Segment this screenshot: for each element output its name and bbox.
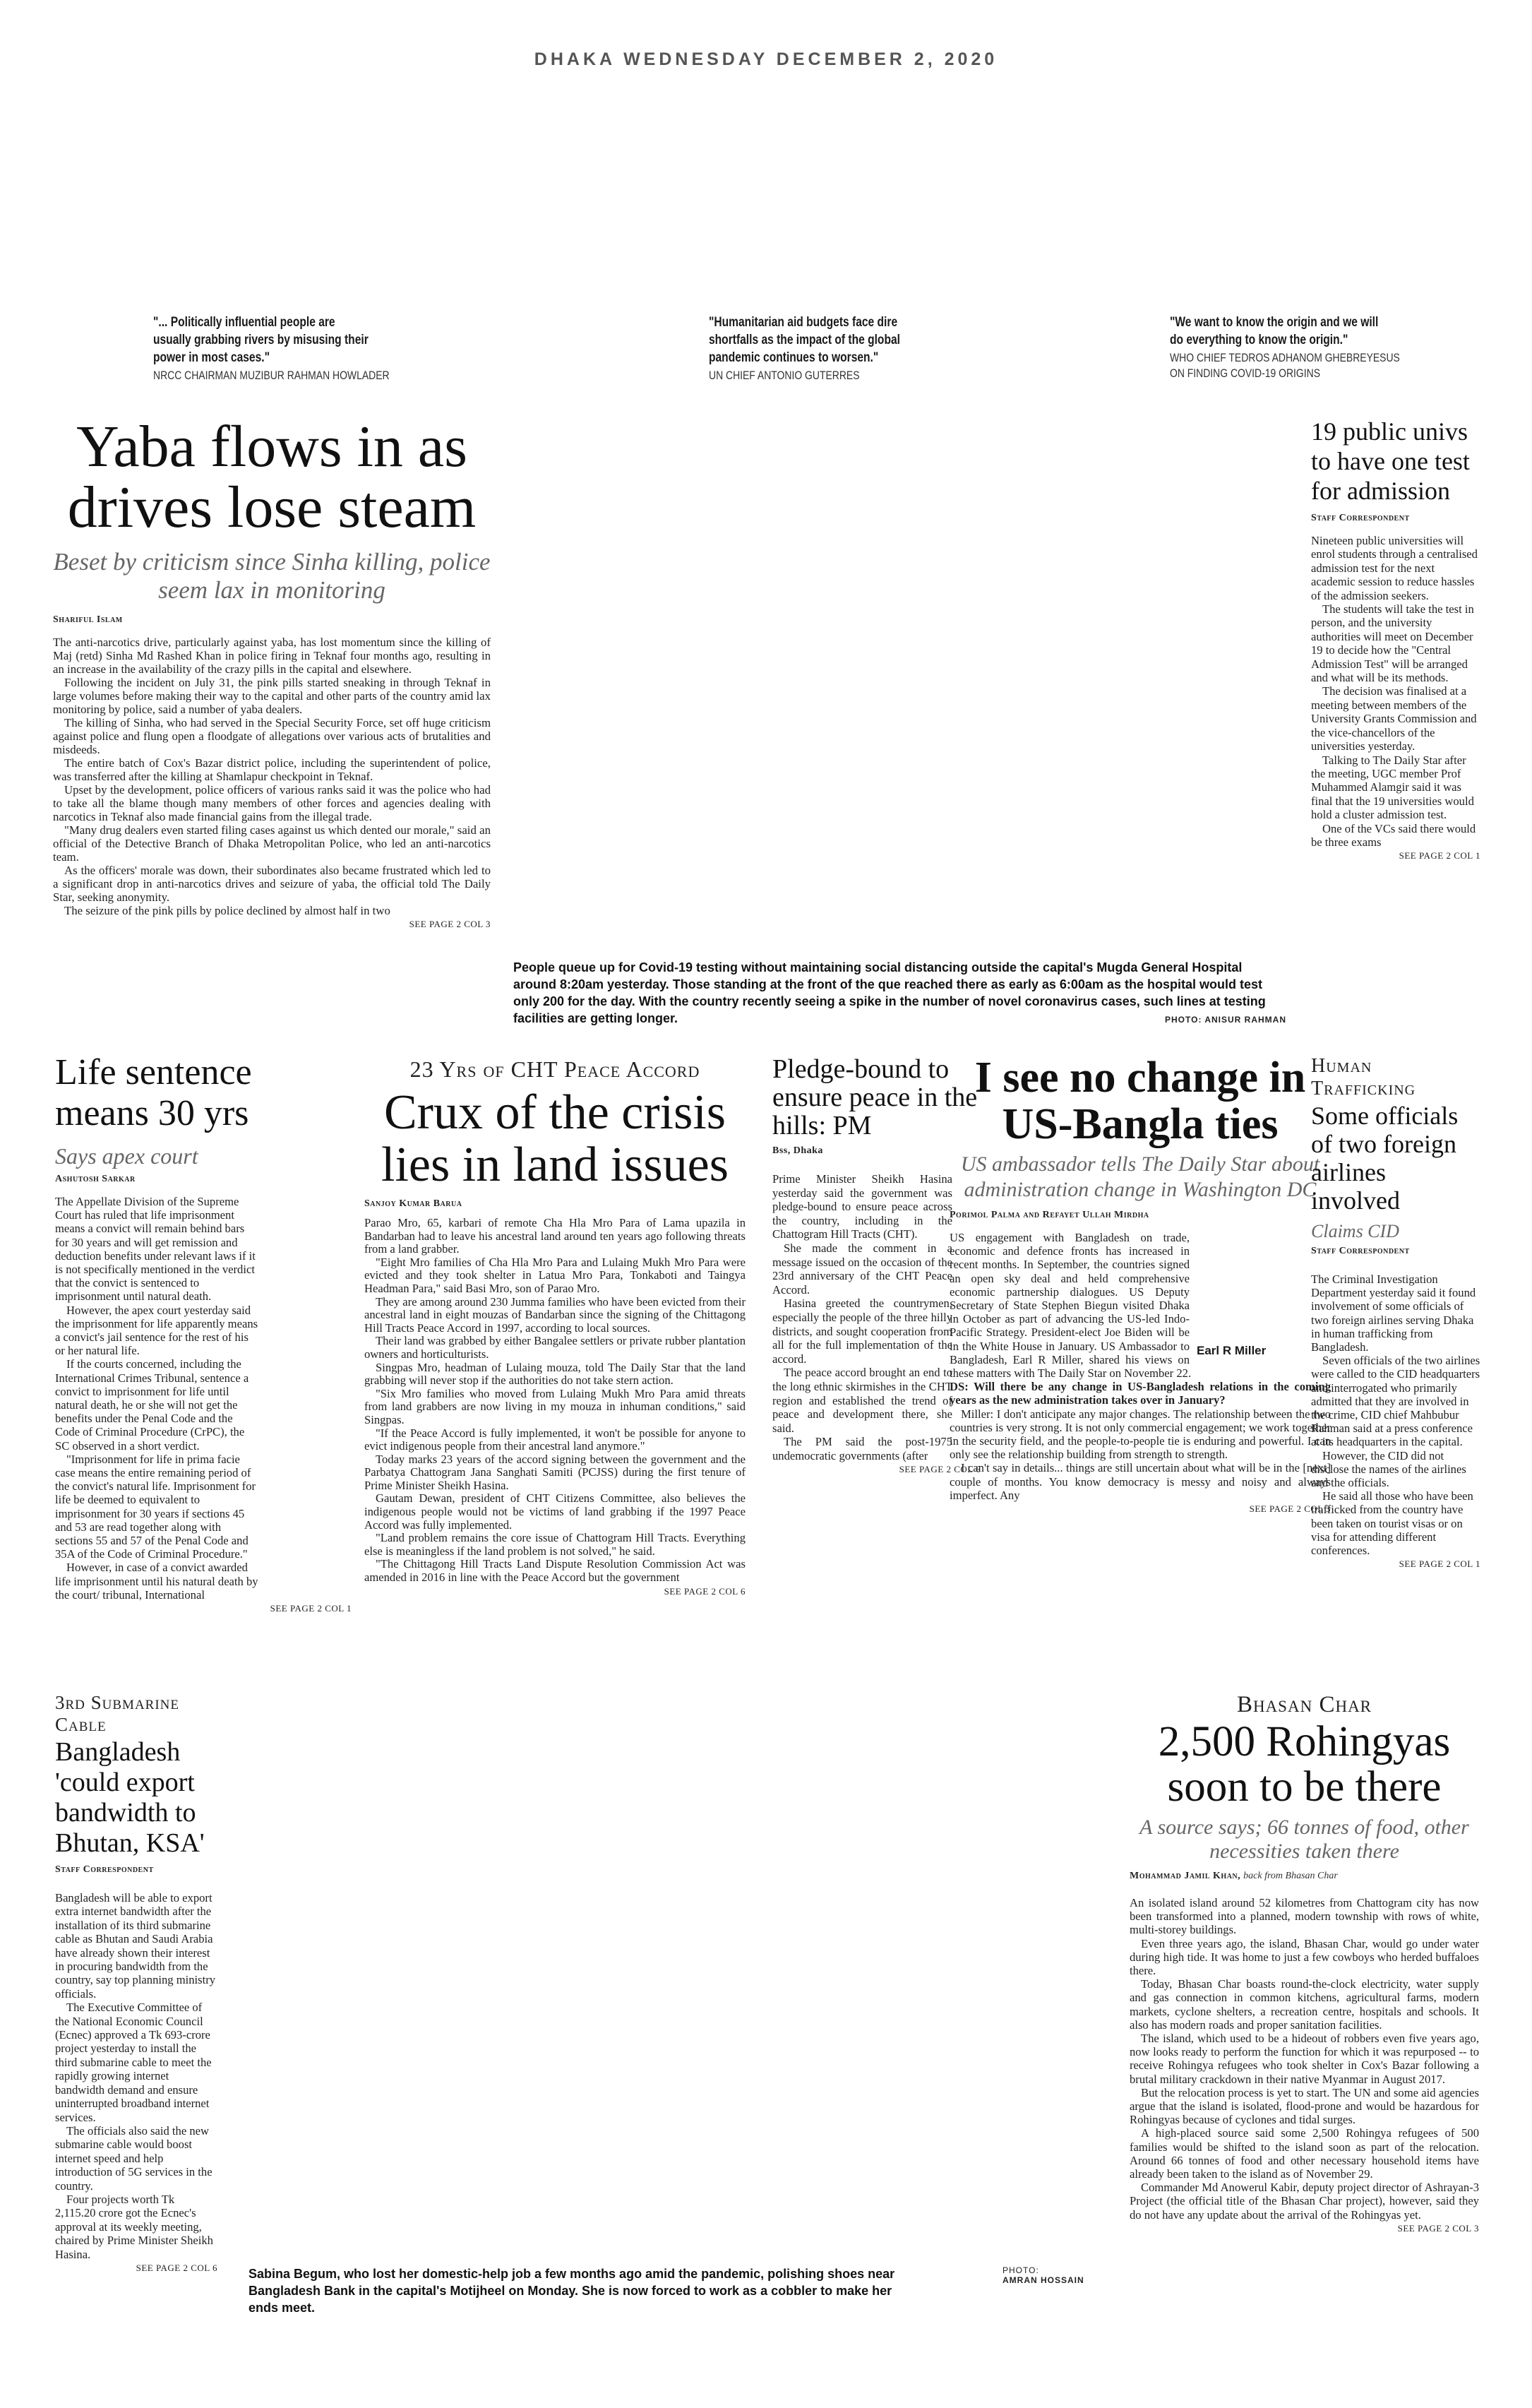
bhasan-kicker: Bhasan Char (1236, 1692, 1372, 1717)
yaba-headline: Yaba flows in as drives lose steam (67, 414, 477, 540)
quote-3 (1170, 314, 1466, 381)
paragraph: The Executive Committee of the National Economic Council (Ecnec) approved a Tk 693-crore project yesterday to install the third submarine cable to meet the rapidly growing internet bandwidth demand and ensure uninterrupted broadband internet services. (55, 2001, 212, 2124)
life-body (55, 1195, 260, 1602)
paragraph: "Land problem remains the core issue of Chattogram Hill Tracts. Everything else is meaningless if the land problem is not solved," he said. (364, 1531, 746, 1558)
cable-story (55, 1692, 225, 2274)
cht-headline: Crux of the crisis lies in land issues (381, 1085, 729, 1192)
paragraph: However, the apex court yesterday said the imprisonment for life apparently means a convict's jail sentence for the rest of his or her natural life. (55, 1303, 258, 1358)
quote-text: "We want to know the origin and we will do everything to know the origin." (1170, 315, 1379, 347)
cht-byline: Sanjoy Kumar Barua (364, 1198, 462, 1209)
yaba-byline: Shariful Islam (53, 614, 123, 625)
quote-attribution: NRCC CHAIRMAN MUZIBUR RAHMAN HOWLADER (153, 369, 390, 382)
dateline: DHAKA WEDNESDAY DECEMBER 2, 2020 (534, 49, 998, 69)
paragraph: As the officers' morale was down, their subordinates also became frustrated which led to a significant drop in anti-narcotics drives and seizure of yaba, the official told The Daily Star, seeking anonymity. (53, 864, 491, 904)
bhasan-story (1130, 1692, 1479, 2234)
paragraph: The decision was finalised at a meeting between members of the University Grants Commission and the vice-chancellors of the universities yesterday. (1311, 684, 1477, 753)
paragraph: Parao Mro, 65, karbari of remote Cha Hla Mro Para of Lama upazila in Bandarban had to leave his ancestral land around ten years ago following threats from a land grabber. (364, 1216, 746, 1256)
life-story (55, 1052, 352, 1614)
paragraph: "If the Peace Accord is fully implemented, it won't be possible for anyone to evict indigenous people from their ancestral land anymore." (364, 1426, 746, 1453)
paragraph: The killing of Sinha, who had served in the Special Security Force, set off huge criticism against police and flung open a floodgate of allegations over various acts of brutalities and misdeeds. (53, 716, 491, 756)
paragraph: The officials also said the new submarine cable would boost internet speed and help introduction of 5G services in the country. (55, 2123, 213, 2193)
paragraph: She made the comment in a message issued on the occasion of the 23rd anniversary of the CHT Peace Accord. (772, 1241, 952, 1297)
cable-headline: Bangladesh 'could export bandwidth to Bhutan, KSA' (55, 1737, 205, 1858)
quote-1 (153, 314, 450, 383)
cobbler-photo-credit (1003, 2265, 1115, 2285)
paragraph: However, in case of a convict awarded life imprisonment until his natural death by the court/ tribunal, International (55, 1561, 258, 1602)
paragraph: The PM said the post-1975 undemocratic governments (after (772, 1435, 952, 1462)
paragraph: Gautam Dewan, president of CHT Citizens Committee, also believes the indigenous people would not be victims of land grabbing if the 1997 Peace Accord was fully implemented. (364, 1491, 746, 1532)
paragraph: An isolated island around 52 kilometres from Chattogram city has now been transformed into a planned, modern township with rows of white, multi-storey buildings. (1130, 1896, 1479, 1937)
paragraph: US engagement with Bangladesh on trade, economic and defence fronts has increased in recent months. In September, the countries signed an open sky deal and held comprehensive economic partnership dialogues. US Deputy Secretary of State Stephen Biegun visited Dhaka in October as part of advancing the US-led Indo-Pacific Strategy. President-elect Joe Biden will be in the White House in January. US Ambassador to Bangladesh, Earl R Miller, shared his views on these matters with The Daily Star on November 22. (950, 1231, 1192, 1381)
usbangla-headline: I see no change in US-Bangla ties (974, 1054, 1306, 1148)
paragraph: Upset by the development, police officers of various ranks said it was the police who had to take all the blame though many members of other forces and agencies dealing with narcotics in Teknaf also made financial gains from the illegal trade. (53, 783, 491, 823)
paragraph: "Six Mro families who moved from Lulaing Mukh Mro Para amid threats from land grabbers are now living in my mouza in inhuman conditions," said Singpas. (364, 1386, 746, 1426)
cht-kicker: 23 Yrs of CHT Peace Accord (409, 1056, 700, 1082)
paragraph: Today, Bhasan Char boasts round-the-clock electricity, water supply and gas connection in common kitchens, agricultural farms, modern markets, cyclone shelters, a recreation centre, hospitals and schools. It also has modern roads and proper sanitation facilities. (1130, 1977, 1479, 2032)
cable-kicker: 3rd Submarine Cable (55, 1692, 179, 1735)
paragraph: Even three years ago, the island, Bhasan Char, would go under water during high tide. It was home to just a few cowboys who herded buffaloes there. (1130, 1936, 1479, 1978)
life-see-page[interactable]: SEE PAGE 2 COL 1 (270, 1603, 352, 1614)
yaba-deck: Beset by criticism since Sinha killing, police seem lax in monitoring (53, 548, 491, 604)
paragraph: Commander Md Anowerul Kabir, deputy project director of Ashrayan-3 Project (the official title of the Bhasan Char project), however, said they do not have any update about the arrival of the Rohingyas yet. (1130, 2181, 1479, 2222)
credit-label: PHOTO: (1003, 2265, 1039, 2275)
credit-name: AMRAN HOSSAIN (1003, 2275, 1084, 2285)
paragraph: Seven officials of the two airlines were called to the CID headquarters and interrogated who primarily admitted that they are involved in the crime, CID chief Mahbubur Rahman said at a press conference at its headquarters in the capital. (1311, 1354, 1480, 1449)
pledge-byline: Bss, Dhaka (772, 1145, 823, 1156)
paragraph: One of the VCs said there would be three exams (1311, 821, 1476, 849)
usbangla-story (950, 1054, 1331, 1515)
earl-miller-label: Earl R Miller (1197, 1344, 1267, 1357)
bhasan-see-page[interactable]: SEE PAGE 2 COL 3 (1397, 2222, 1479, 2234)
life-byline: Ashutosh Sarkar (55, 1174, 136, 1184)
cable-byline: Staff Correspondent (55, 1864, 154, 1875)
paragraph: The peace accord brought an end to the long ethnic skirmishes in the CHT region and established the trend of peace and development there, she said. (772, 1366, 952, 1435)
univ-byline: Staff Correspondent (1311, 513, 1410, 523)
paragraph: They are among around 230 Jumma families who have been evicted from their ancestral land in eight mouzas of Bandarban since the signing of the Chittagong Hill Tracts Peace Accord in 1997, according to local sources. (364, 1294, 746, 1335)
paragraph: However, the CID did not disclose the names of the airlines and the officials. (1311, 1448, 1466, 1490)
question: DS: Will there be any change in US-Bangladesh relations in the coming years as the new administration takes over in January? (950, 1380, 1331, 1407)
paragraph: The island, which used to be a hideout of robbers even five years ago, now looks ready to perform the function for which it was repurposed -- to receive Rohingya refugees who took shelter in Cox's Bazar following a brutal military crackdown in their native Myanmar in August 2017. (1130, 2032, 1479, 2086)
trafficking-see-page[interactable]: SEE PAGE 2 COL 1 (1399, 1558, 1480, 1570)
trafficking-kicker: Human Trafficking (1311, 1055, 1416, 1099)
paragraph: Today marks 23 years of the accord signing between the government and the Parbatya Chattogram Jana Sanghati Samiti (PCJSS) during the first tenure of Prime Minister Sheikh Hasina. (364, 1452, 746, 1492)
trafficking-deck: Claims CID (1311, 1221, 1399, 1241)
life-headline: Life sentence means 30 yrs (55, 1052, 252, 1133)
queue-photo-caption: People queue up for Covid-19 testing without maintaining social distancing outside the capital's Mugda General Hospital around 8:20am yesterday. Those standing at the front of the que reached there as early as 6:00am as the hospital would test only 200 for the day. With the country recently seeing a spike in the number of novel coronavirus cases, such lines at testing facilities are getting longer. (513, 960, 1266, 1025)
paragraph: The students will take the test in person, and the university authorities will meet on December 19 to decide how the "Central Admission Test" will be arranged and what will be its methods. (1311, 602, 1474, 685)
paragraph: If the courts concerned, including the International Crimes Tribunal, sentence a convict to imprisonment for life until natural death, he or she will not get the benefits under the Penal Code and the Code of Criminal Procedure (CrPC), the SC observed in a short verdict. (55, 1357, 249, 1453)
paragraph: The anti-narcotics drive, particularly against yaba, has lost momentum since the killing of Maj (retd) Sinha Md Rashed Khan in police firing in Teknaf four months ago, resulting in an increase in the availability of the crazy pills in the capital and elsewhere. (53, 636, 491, 676)
cht-see-page[interactable]: SEE PAGE 2 COL 6 (664, 1585, 746, 1597)
trafficking-body (1311, 1272, 1480, 1557)
univ-body (1311, 534, 1480, 849)
univ-story (1311, 417, 1480, 862)
usbangla-see-page[interactable]: SEE PAGE 2 COL 3 (1249, 1503, 1331, 1515)
paragraph: Bangladesh will be able to export extra internet bandwidth after the installation of its third submarine cable as Bhutan and Saudi Arabia have already shown their interest in procuring bandwidth from the country, say top planning ministry officials. (55, 1891, 216, 2001)
paragraph: Hasina greeted the countrymen, especially the people of the three hilly districts, and sought cooperation from all for the full implementation of the accord. (772, 1297, 952, 1366)
queue-photo-credit: PHOTO: ANISUR RAHMAN (1165, 1015, 1286, 1025)
trafficking-byline: Staff Correspondent (1311, 1246, 1410, 1256)
bhasan-deck: A source says; 66 tonnes of food, other necessities taken there (1139, 1816, 1469, 1863)
paragraph: Talking to The Daily Star after the meeting, UGC member Prof Muhammed Alamgir said it was final that the 19 universities would hold a cluster admission test. (1311, 753, 1474, 822)
yaba-body (53, 636, 491, 917)
usbangla-deck: US ambassador tells The Daily Star about administration change in Washington DC (960, 1152, 1320, 1201)
cable-body (55, 1891, 217, 2261)
trafficking-headline: Some officials of two foreign airlines involved (1311, 1102, 1459, 1215)
queue-photo (511, 413, 1284, 957)
paragraph: A high-placed source said some 2,500 Rohingya refugees of 500 families would be shifted to the island soon as part of the relocation. Around 66 tonnes of food and other necessary household items have already been taken to the island as of November 29. (1130, 2126, 1479, 2181)
paragraph: "The Chittagong Hill Tracts Land Dispute Resolution Commission Act was amended in 2016 in line with the Peace Accord but the government (364, 1557, 746, 1585)
cable-see-page[interactable]: SEE PAGE 2 COL 6 (136, 2262, 217, 2273)
cobbler-photo (247, 1681, 1115, 2260)
bhasan-body (1130, 1896, 1479, 2222)
cobbler-photo-caption: Sabina Begum, who lost her domestic-help job a few months ago amid the pandemic, polishing shoes near Bangladesh Bank in the capital's Motijheel on Monday. She is now forced to work as a cobbler to make her ends meet. (249, 2267, 895, 2315)
paragraph: I can't say in details... things are still uncertain about what will be in the [next] couple of months. You know democracy is messy and noisy and always imperfect. Any (950, 1461, 1331, 1502)
quote-text: "... Politically influential people are usually grabbing rivers by misusing their power in most cases." (153, 315, 369, 365)
paragraph: "Eight Mro families of Cha Hla Mro Para and Lulaing Mukh Mro Para were evicted and they took shelter in Latua Mro Para, Tonkaboti and Taingya Headman Para," said Basi Mro, son of Parao Mro. (364, 1255, 746, 1295)
quote-2 (709, 314, 1005, 383)
pledge-headline: Pledge-bound to ensure peace in the hills: PM (772, 1054, 978, 1140)
pledge-body (772, 1172, 952, 1462)
paragraph: The Appellate Division of the Supreme Court has ruled that life imprisonment means a convict will remain behind bars for 30 years and will get remission and deduction benefits under relevant laws if it is not specifically mentioned in the verdict that the convict is sentenced to imprisonment until natural death. (55, 1195, 256, 1304)
paragraph: He said all those who have been trafficked from the country have been taken on tourist visas or on visa for attending different conferences. (1311, 1489, 1473, 1558)
trafficking-story (1311, 1055, 1480, 1570)
usbangla-byline: Porimol Palma and Refayet Ullah Mirdha (950, 1210, 1149, 1220)
paragraph: But the relocation process is yet to start. The UN and some aid agencies argue that the island is isolated, flood-prone and would be hazardous for Rohingyas because of cyclones and tidal surges. (1130, 2085, 1479, 2127)
photo-float (1190, 1231, 1331, 1357)
byline-name: Mohammad Jamil Khan, (1130, 1871, 1241, 1881)
pledge-see-page[interactable]: SEE PAGE 2 COL 6 (899, 1464, 981, 1475)
yaba-story (53, 414, 491, 930)
quote-attribution: WHO CHIEF TEDROS ADHANOM GHEBREYESUS ON FINDING COVID-19 ORIGINS (1170, 351, 1400, 380)
paragraph: Their land was grabbed by either Bangalee settlers or private rubber plantation owners and horticulturists. (364, 1334, 746, 1361)
univ-headline: 19 public univs to have one test for admission (1311, 417, 1470, 505)
quote-text: "Humanitarian aid budgets face dire shortfalls as the impact of the global pandemic continues to worsen." (709, 315, 900, 365)
paragraph: Prime Minister Sheikh Hasina yesterday said the government was pledge-bound to ensure peace across the country, including in the Chattogram Hill Tracts (CHT). (772, 1172, 952, 1241)
usbangla-body (950, 1231, 1331, 1502)
paragraph: The seizure of the pink pills by police declined by almost half in two (64, 904, 390, 917)
yaba-see-page[interactable]: SEE PAGE 2 COL 3 (409, 919, 491, 929)
cht-story (364, 1056, 746, 1597)
bhasan-byline (1130, 1869, 1479, 1882)
paragraph: Nineteen public universities will enrol students through a centralised admission test for the next academic session to reduce hassles of the admission seekers. (1311, 534, 1478, 602)
paragraph: Singpas Mro, headman of Lulaing mouza, told The Daily Star that the land grabbing will never stop if the authorities do not take stern action. (364, 1360, 746, 1388)
paragraph: The entire batch of Cox's Bazar district police, including the superintendent of police, was transferred after the killing at Shamlapur checkpoint in Teknaf. (53, 756, 491, 783)
cht-body (364, 1217, 746, 1585)
usbangla-body-wrap (950, 1231, 1331, 1502)
paragraph: Miller: I don't anticipate any major changes. The relationship between the two countries is very strong. It is not only commercial engagement; we work together in the security field, and the people-to-people tie is enduring and powerful. I can only see the relationship building from strength to strength. (950, 1407, 1331, 1462)
bhasan-headline: 2,500 Rohingyas soon to be there (1158, 1718, 1451, 1811)
quote-attribution: UN CHIEF ANTONIO GUTERRES (709, 369, 860, 382)
paragraph: "Many drug dealers even started filing cases against us which dented our morale," said an official of the Detective Branch of Dhaka Metropolitan Police, who led an anti-narcotics team. (53, 823, 491, 864)
life-deck: Says apex court (55, 1143, 198, 1169)
paragraph: Following the incident on July 31, the pink pills started sneaking in through Teknaf in large volumes before making their way to the capital and other parts of the country amid lax monitoring by police, said a number of yaba dealers. (53, 676, 491, 716)
univ-see-page[interactable]: SEE PAGE 2 COL 1 (1399, 850, 1480, 862)
paragraph: "Imprisonment for life in prima facie case means the entire remaining period of the convict's natural life. Imprisonment for life be deemed to equivalent to imprisonment for 30 years if sections 45 and 53 are read together along with sections 55 and 57 of the Penal Code and 35A of the Code of Criminal Procedure." (55, 1452, 256, 1561)
paragraph: The Criminal Investigation Department yesterday said it found involvement of some officials of two foreign airlines serving Dhaka in human trafficking from Bangladesh. (1311, 1272, 1476, 1354)
byline-place: back from Bhasan Char (1243, 1871, 1338, 1881)
paragraph: Four projects worth Tk 2,115.20 crore got the Ecnec's approval at its weekly meeting, chaired by Prime Minister Sheikh Hasina. (55, 2192, 213, 2261)
